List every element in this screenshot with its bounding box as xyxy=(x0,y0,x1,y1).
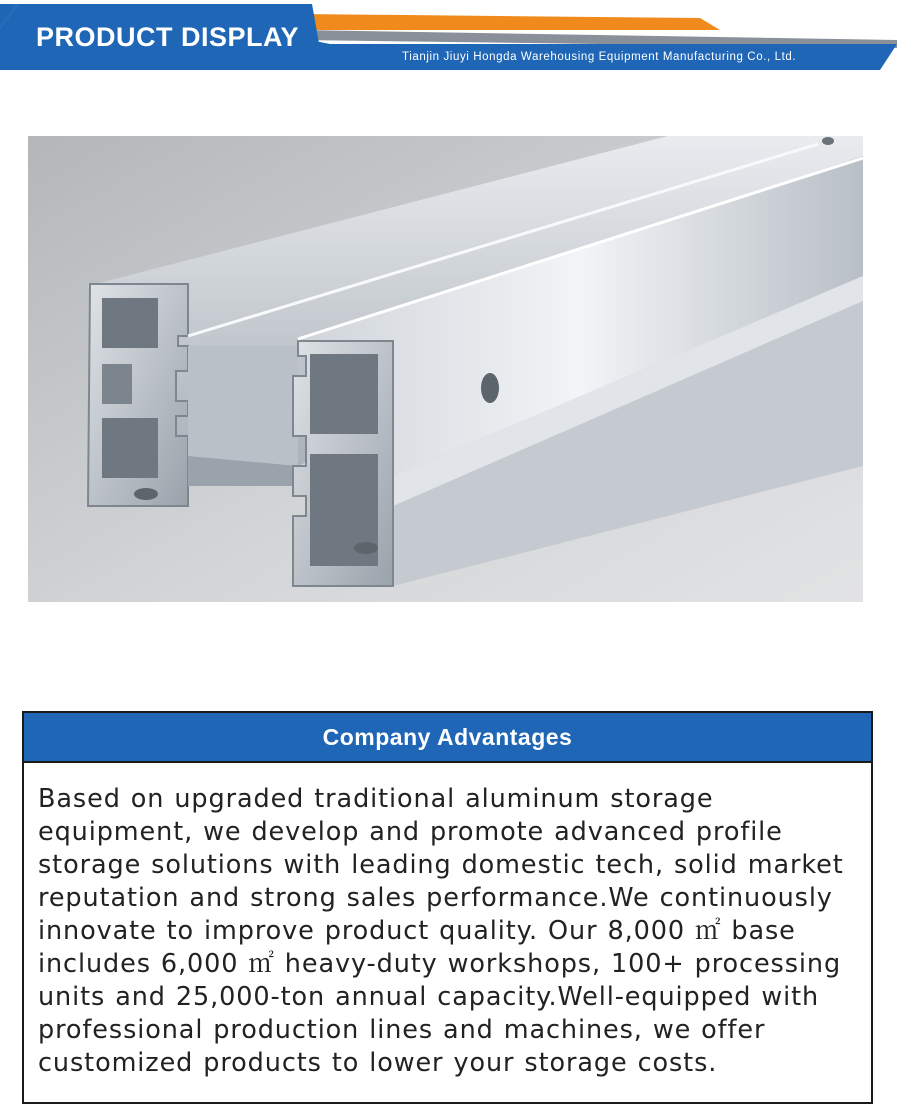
product-image xyxy=(28,136,863,602)
company-advantages-box xyxy=(22,711,873,1104)
aluminum-profile-illustration xyxy=(28,136,863,602)
advantages-title: Company Advantages xyxy=(322,723,573,750)
advantages-text: Based on upgraded traditional aluminum storage equipment, we develop and promote advanced profile storage solutions with leading domestic tech, solid market reputation and strong sales performance.We continuously innovate to improve product quality. Our 8,000 ㎡ base includes 6,000 ㎡ heavy-duty workshops, 100+ processing units and 25,000-ton annual capacity.Well-equipped with professional production lines and machines, we offer customized products to lower your storage costs. xyxy=(38,784,844,1078)
header-banner xyxy=(0,0,897,76)
company-name: Tianjin Jiuyi Hongda Warehousing Equipment Manufacturing Co., Ltd. xyxy=(402,51,797,63)
advantages-header xyxy=(24,713,871,763)
page-title: PRODUCT DISPLAY xyxy=(36,22,300,52)
